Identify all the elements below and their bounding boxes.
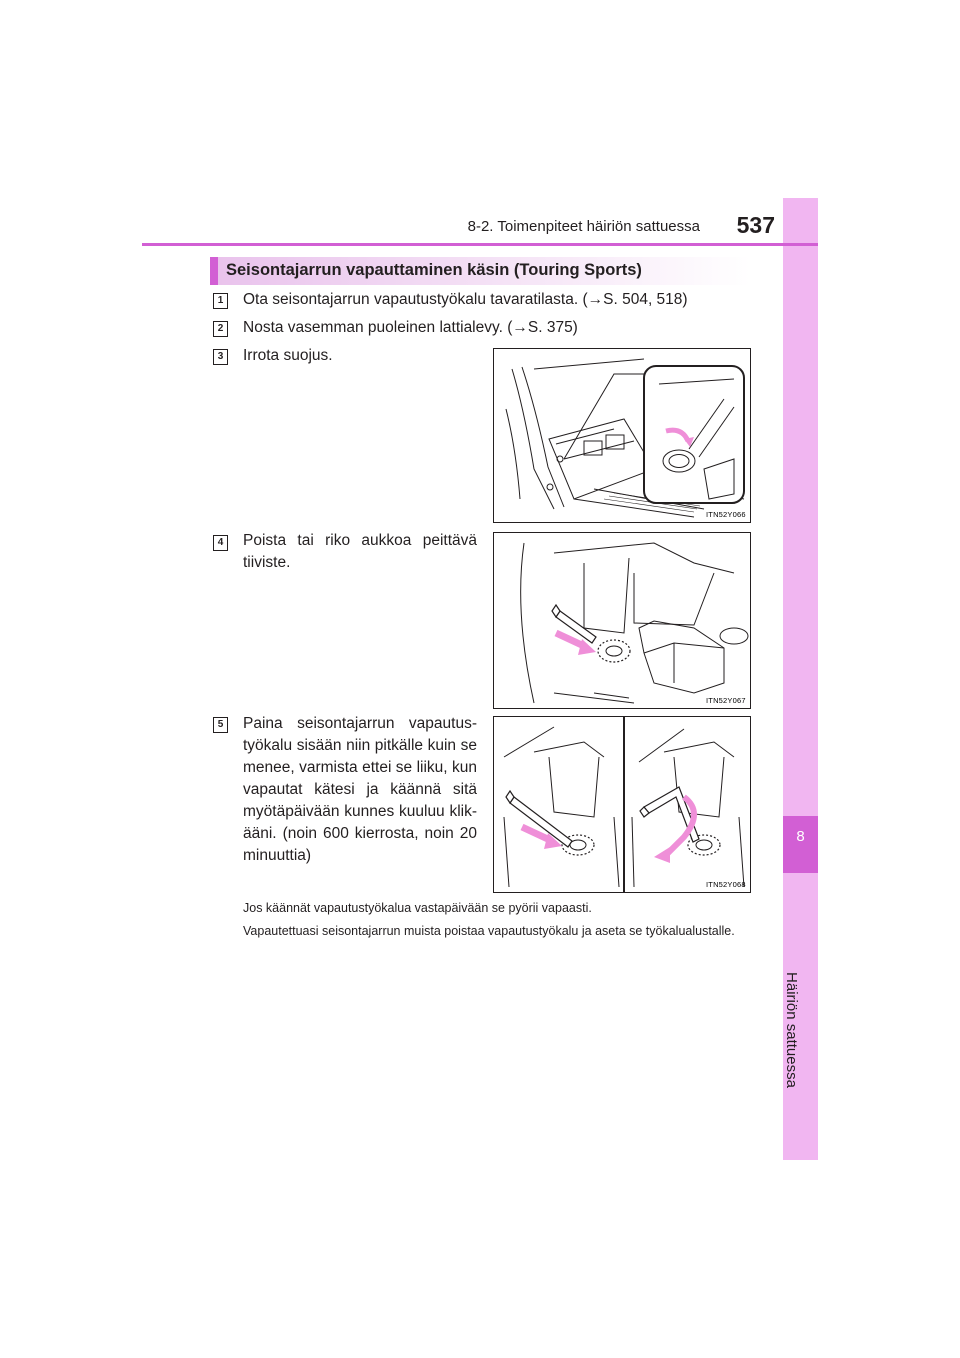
figure-remove-cover-drawing bbox=[494, 349, 750, 522]
figure-turn-tool-drawing bbox=[494, 717, 750, 892]
figure-remove-seal bbox=[493, 532, 751, 709]
note-counterclockwise: Jos käännät vapautustyökalua vastapäivään se pyörii vapaasti. bbox=[243, 901, 592, 915]
chapter-title: Häiriön sattuessa bbox=[783, 972, 800, 1088]
section-title: Seisontajarrun vapauttaminen käsin (Touring Sports) bbox=[226, 261, 642, 279]
step-text-2: Nosta vasemman puoleinen lattialevy. (→S. 375) bbox=[243, 319, 578, 336]
step-text-4: Poista tai riko aukkoa peittävä tiiviste. bbox=[243, 532, 477, 571]
header-section-title: 8-2. Toimenpiteet häiriön sattuessa bbox=[467, 218, 700, 235]
page-number: 537 bbox=[736, 212, 775, 238]
step-text-1: Ota seisontajarrun vapautustyökalu tavaratilasta. (→S. 504, 518) bbox=[243, 291, 688, 308]
step-number-4: 4 bbox=[213, 535, 228, 551]
figure-remove-seal-drawing bbox=[494, 533, 750, 708]
step-number-3: 3 bbox=[213, 349, 228, 365]
figure-turn-tool bbox=[493, 716, 751, 893]
figure-remove-cover bbox=[493, 348, 751, 523]
figure-code-2: ITN52Y067 bbox=[706, 696, 746, 705]
step-text-3: Irrota suojus. bbox=[243, 347, 333, 364]
step-number-5: 5 bbox=[213, 717, 228, 733]
step-text-5: Paina seisontajarrun vapautus- työkalu sisään niin pitkälle kuin se menee, varmista ettei se liiku, kun vapautat kätesi ja käännä sitä myötäpäivään kunnes kuuluu klik-ääni. (noin 600 kierrosta, noin 20 minuuttia) bbox=[243, 715, 477, 864]
figure-code-1: ITN52Y066 bbox=[706, 510, 746, 519]
figure-code-3: ITN52Y068 bbox=[706, 880, 746, 889]
chapter-number: 8 bbox=[796, 828, 805, 845]
note-return-tool: Vapautettuasi seisontajarrun muista poistaa vapautustyökalu ja aseta se työkalualustalle. bbox=[243, 924, 735, 938]
section-title-accent bbox=[210, 257, 218, 285]
step-number-2: 2 bbox=[213, 321, 228, 337]
step-number-1: 1 bbox=[213, 293, 228, 309]
header-divider bbox=[142, 243, 818, 246]
